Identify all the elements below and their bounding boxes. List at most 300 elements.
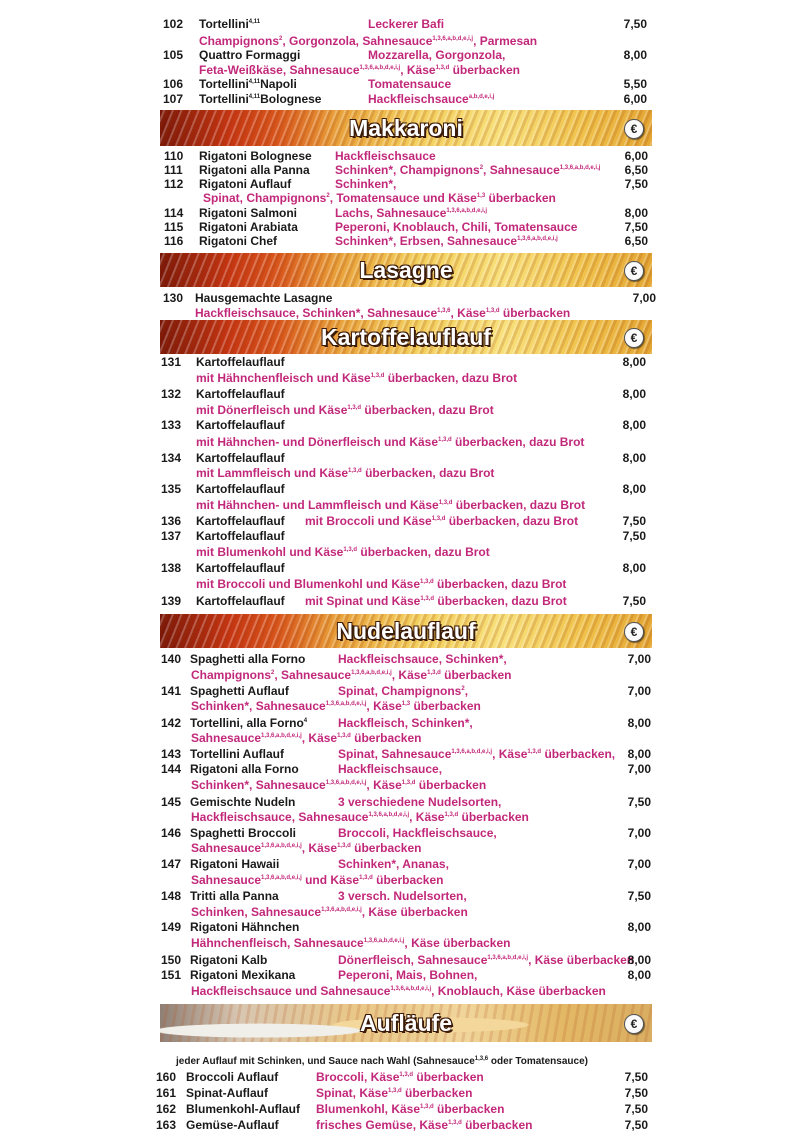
item-description: [195, 306, 570, 321]
item-description: [316, 1102, 504, 1117]
item-description-part: überbacken,: [541, 747, 616, 761]
menu-item-row: [0, 482, 800, 497]
item-description: [368, 77, 451, 92]
item-description-part: Rigatoni Salmoni: [199, 206, 298, 220]
menu-item-row: [0, 514, 800, 529]
item-name: [190, 716, 307, 731]
item-description-part: , Käse: [366, 778, 402, 792]
item-description: [316, 1118, 532, 1133]
item-description-part: , Käse: [301, 731, 338, 745]
item-name: [199, 220, 298, 235]
item-description: [196, 545, 490, 560]
item-name: [186, 1118, 279, 1133]
item-number: 161: [156, 1086, 177, 1100]
item-description-part: überbacken, dazu Brot: [357, 545, 490, 559]
item-description-part: Kartoffelauflauf: [196, 529, 285, 543]
allergen-superscript: 2: [461, 686, 465, 692]
allergen-superscript: 1,3,6,a,b,d,e,i,j: [451, 749, 493, 755]
menu-item-continuation: [0, 34, 800, 49]
section-note: [0, 1054, 800, 1069]
item-number: 114: [164, 206, 184, 220]
menu-item-row: [0, 206, 800, 221]
item-description-part: Kartoffelauflauf: [196, 594, 285, 608]
item-description: [335, 177, 396, 192]
menu-item-row: [0, 92, 800, 107]
item-description: [338, 968, 477, 983]
allergen-superscript: 1,3,d: [438, 437, 452, 443]
item-description-part: Tortellini: [199, 17, 249, 31]
item-description-part: , Gorgonzola, Sahnesauce: [282, 34, 433, 48]
item-number: 140: [161, 652, 182, 666]
item-description: [338, 953, 634, 968]
menu-item-continuation: [0, 841, 800, 856]
item-number: 151: [161, 968, 182, 982]
item-description-part: Gemischte Nudeln: [190, 795, 296, 809]
item-description-part: , Sahnesauce: [274, 668, 352, 682]
item-description: [191, 810, 529, 825]
item-description: [191, 731, 421, 746]
item-description-part: überbacken: [433, 1102, 505, 1116]
menu-item-row: [0, 1118, 800, 1133]
menu-item-continuation: [0, 905, 800, 920]
item-description: [191, 905, 468, 920]
item-description-part: Hackfleischsauce: [335, 149, 436, 163]
allergen-superscript: 1,3,d: [343, 547, 358, 553]
item-price: 7,50: [627, 795, 651, 809]
item-description-part: Rigatoni Mexikana: [190, 968, 296, 982]
item-price: 8,00: [627, 920, 651, 934]
item-description-part: Schinken*, Sahnesauce: [191, 778, 326, 792]
item-description-part: Hähnchenfleisch, Sahnesauce: [191, 936, 364, 950]
item-name: [196, 355, 285, 370]
item-number: 115: [164, 220, 184, 234]
item-description-part: , Käse: [492, 747, 528, 761]
menu-item-row: [0, 684, 800, 699]
allergen-superscript: 2: [479, 165, 484, 171]
item-number: 137: [161, 529, 182, 543]
menu-item-row: [0, 220, 800, 235]
allergen-superscript: 1,3,6,a,b,d,e,i,j: [390, 986, 432, 992]
menu-item-row: [0, 291, 800, 306]
euro-icon: €: [624, 119, 644, 139]
item-price: 8,00: [627, 716, 651, 730]
item-number: 131: [161, 355, 182, 369]
item-description: [191, 778, 486, 793]
item-number: 110: [164, 149, 184, 163]
menu-item-row: [0, 1070, 800, 1085]
item-description-part: Hackfleisch, Schinken*,: [338, 716, 473, 730]
item-description-part: überbacken, dazu Brot: [452, 498, 586, 512]
item-description-part: mit Broccoli und Käse: [305, 514, 432, 528]
allergen-superscript: 2: [271, 670, 275, 676]
menu-item-row: [0, 234, 800, 249]
item-description-part: , Käse: [301, 841, 338, 855]
euro-icon: €: [624, 261, 644, 281]
item-price: 7,50: [624, 1086, 648, 1100]
menu-item-continuation: [0, 466, 800, 481]
item-description-part: Spinat, Sahnesauce: [338, 747, 452, 761]
item-description: [338, 889, 467, 904]
item-description: [191, 873, 443, 888]
allergen-superscript: 2: [279, 36, 283, 42]
item-description-part: Rigatoni Kalb: [190, 953, 268, 967]
item-description-part: Tortellini: [199, 92, 249, 106]
item-description-part: Rigatoni Chef: [199, 234, 277, 248]
item-description-part: überbacken: [415, 778, 487, 792]
item-description-part: Spaghetti Auflauf: [190, 684, 289, 698]
item-description-part: überbacken, dazu Brot: [361, 466, 495, 480]
note-text: [176, 1054, 588, 1069]
item-name: [190, 889, 279, 904]
menu-item-row: [0, 652, 800, 667]
allergen-superscript: 1,3,6: [474, 1056, 489, 1062]
menu-item-row: [0, 529, 800, 544]
item-number: 138: [161, 561, 182, 575]
item-description-part: mit Broccoli und Blumenkohl und Käse: [196, 577, 421, 591]
item-description-part: jeder Auflauf mit Schinken, und Sauce nach Wahl (Sahnesauce: [176, 1056, 475, 1067]
item-description: [196, 371, 517, 386]
item-name: [199, 92, 321, 107]
menu-item-continuation: [0, 435, 800, 450]
item-description-part: Kartoffelauflauf: [196, 561, 285, 575]
item-name: [196, 418, 285, 433]
item-description-part: 3 verschiedene Nudelsorten,: [338, 795, 502, 809]
allergen-superscript: 4,11: [248, 79, 261, 85]
item-description-part: überbacken: [372, 873, 444, 887]
allergen-superscript: 1,3,d: [438, 500, 453, 506]
item-price: 8,00: [622, 451, 646, 465]
item-description-part: Napoli: [260, 77, 297, 91]
item-description: [338, 762, 442, 777]
menu-item-row: [0, 1086, 800, 1101]
allergen-superscript: 4,11: [248, 19, 261, 25]
menu-item-continuation: [0, 731, 800, 746]
item-description-part: Kartoffelauflauf: [196, 418, 285, 432]
item-price: 8,00: [622, 355, 646, 369]
item-description-part: Quattro Formaggi: [199, 48, 301, 62]
item-description-part: Schinken*,: [335, 177, 397, 191]
item-name: [199, 163, 310, 178]
item-price: 8,00: [624, 206, 648, 220]
allergen-superscript: 1,3,d: [399, 1072, 414, 1078]
item-number: 134: [161, 451, 182, 465]
item-description: [191, 984, 606, 999]
item-description-part: Champignons: [199, 34, 279, 48]
item-description-part: Tortellini: [199, 77, 249, 91]
menu-item-row: [0, 355, 800, 370]
allergen-superscript: a,b,d,e,i,j: [468, 94, 495, 100]
item-description: [338, 684, 468, 699]
item-description: [191, 841, 421, 856]
item-description-part: überbacken: [350, 841, 422, 855]
menu-item-row: [0, 1102, 800, 1117]
item-description: [335, 234, 558, 249]
item-description-part: Spaghetti Broccoli: [190, 826, 297, 840]
allergen-superscript: 1,3,6,a,b,d,e,i,j: [559, 165, 601, 171]
item-price: 7,00: [627, 684, 651, 698]
item-name: [190, 747, 284, 762]
allergen-superscript: 1,3,d: [348, 468, 362, 474]
item-price: 7,50: [627, 889, 651, 903]
item-price: 7,50: [624, 1118, 648, 1132]
item-description: [305, 514, 578, 529]
item-description-part: Broccoli, Käse: [316, 1070, 400, 1084]
menu-item-continuation: [0, 191, 800, 206]
item-description: [196, 498, 585, 513]
item-description-part: überbacken: [499, 306, 571, 320]
item-price: 8,00: [622, 561, 646, 575]
item-price: 7,50: [622, 529, 646, 543]
item-number: 148: [161, 889, 182, 903]
allergen-superscript: 1,3,6,a,b,d,e,i,j: [446, 208, 488, 214]
allergen-superscript: 4,11: [248, 94, 261, 100]
allergen-superscript: 1,3,6,a,b,d,e,i,j: [325, 701, 367, 707]
item-description-part: überbacken, dazu Brot: [433, 577, 567, 591]
item-number: 144: [161, 762, 182, 776]
item-description-part: , Käse: [391, 668, 428, 682]
item-description-part: mit Spinat und Käse: [305, 594, 421, 608]
item-description-part: Lachs, Sahnesauce: [335, 206, 447, 220]
item-name: [196, 482, 285, 497]
item-description-part: Dönerfleisch, Sahnesauce: [338, 953, 488, 967]
menu-item-row: [0, 826, 800, 841]
item-description-part: , Sahnesauce: [483, 163, 560, 177]
menu-item-continuation: [0, 778, 800, 793]
item-price: 6,50: [624, 234, 648, 248]
allergen-superscript: 1,3,d: [347, 405, 362, 411]
item-description: [191, 699, 481, 714]
menu-item-row: [0, 920, 800, 935]
item-description-part: Rigatoni Hähnchen: [190, 920, 300, 934]
allergen-superscript: 1,3,6,a,b,d,e,i,j: [368, 812, 410, 818]
item-description-part: Sahnesauce: [191, 873, 262, 887]
item-description-part: Hackfleischsauce und Sahnesauce: [191, 984, 391, 998]
item-description: [196, 577, 566, 592]
item-name: [195, 291, 332, 306]
item-description-part: mit Blumenkohl und Käse: [196, 545, 344, 559]
item-number: 143: [161, 747, 182, 761]
item-description: [316, 1086, 472, 1101]
item-description-part: Rigatoni Auflauf: [199, 177, 292, 191]
item-description: [316, 1070, 484, 1085]
item-price: 8,00: [622, 482, 646, 496]
item-description-part: Sahnesauce: [191, 841, 262, 855]
allergen-superscript: 1,3,d: [435, 65, 450, 71]
item-name: [199, 48, 300, 63]
item-description-part: überbacken: [461, 1118, 533, 1132]
item-number: 147: [161, 857, 182, 871]
item-price: 5,50: [623, 77, 647, 91]
item-description-part: Hackfleischsauce, Schinken*,: [338, 652, 507, 666]
item-name: [199, 149, 312, 164]
item-name: [190, 652, 305, 667]
menu-item-row: [0, 149, 800, 164]
item-number: 162: [156, 1102, 177, 1116]
item-number: 105: [163, 48, 184, 62]
menu-item-continuation: [0, 545, 800, 560]
item-description-part: Hackfleischsauce,: [338, 762, 443, 776]
item-price: 7,50: [623, 17, 647, 31]
menu-item-row: [0, 418, 800, 433]
item-description-part: Rigatoni Arabiata: [199, 220, 298, 234]
item-number: 133: [161, 418, 182, 432]
menu-item-row: [0, 795, 800, 810]
item-name: [190, 762, 299, 777]
item-price: 6,00: [623, 92, 647, 106]
item-number: 149: [161, 920, 182, 934]
item-description-part: überbacken, dazu Brot: [384, 371, 518, 385]
section-title: Aufläufe: [360, 1010, 452, 1036]
item-price: 8,00: [627, 953, 651, 967]
item-number: 130: [163, 291, 184, 305]
allergen-superscript: 1,3,d: [337, 733, 351, 739]
allergen-superscript: 1,3,6,a,b,d,e,i,j: [359, 65, 401, 71]
item-name: [186, 1102, 300, 1117]
item-description-part: Gemüse-Auflauf: [186, 1118, 279, 1132]
item-description-part: Spinat, Champignons: [203, 191, 327, 205]
menu-item-row: [0, 48, 800, 63]
item-price: 6,50: [624, 163, 648, 177]
item-description-part: , Käse: [366, 699, 402, 713]
section-title: Kartoffelauflauf: [321, 324, 491, 350]
item-description-part: oder Tomatensauce): [488, 1056, 588, 1067]
item-description-part: mit Lammfleisch und Käse: [196, 466, 349, 480]
item-description-part: , Käse überbacken: [361, 905, 468, 919]
item-number: 111: [164, 163, 183, 177]
menu-item-row: [0, 17, 800, 32]
item-name: [199, 177, 291, 192]
item-description-part: Spinat, Champignons: [338, 684, 462, 698]
menu-item-row: [0, 163, 800, 178]
allergen-superscript: 1,3,d: [420, 1104, 434, 1110]
menu-item-row: [0, 561, 800, 576]
allergen-superscript: 4: [303, 718, 308, 724]
item-description-part: mit Hähnchen- und Lammfleisch und Käse: [196, 498, 439, 512]
item-description-part: Spinat-Auflauf: [186, 1086, 268, 1100]
menu-item-row: [0, 451, 800, 466]
menu-item-row: [0, 857, 800, 872]
item-description: [305, 594, 567, 609]
item-description: [335, 163, 600, 178]
menu-item-continuation: [0, 668, 800, 683]
allergen-superscript: 1,3,d: [527, 749, 542, 755]
allergen-superscript: 2: [326, 193, 330, 199]
menu-item-continuation: [0, 810, 800, 825]
item-description: [335, 206, 487, 221]
section-title: Lasagne: [359, 257, 453, 283]
euro-icon: €: [624, 622, 644, 642]
allergen-superscript: 1,3,d: [359, 875, 373, 881]
menu-item-row: [0, 953, 800, 968]
item-price: 7,50: [624, 220, 648, 234]
allergen-superscript: 1,3,6,a,b,d,e,i,j: [351, 670, 392, 676]
item-name: [199, 77, 297, 92]
menu-item-row: [0, 387, 800, 402]
item-number: 106: [163, 77, 184, 91]
item-description-part: überbacken: [440, 668, 512, 682]
menu-item-continuation: [0, 371, 800, 386]
item-description: [338, 716, 473, 731]
item-description: [338, 747, 615, 762]
section-banner: [160, 1004, 652, 1042]
item-name: [190, 953, 267, 968]
allergen-superscript: 1,3,d: [420, 579, 434, 585]
section-title: Nudelauflauf: [336, 618, 476, 644]
item-number: 142: [161, 716, 182, 730]
item-description-part: überbacken: [449, 63, 520, 77]
menu-item-continuation: [0, 984, 800, 999]
item-description-part: Schinken*, Ananas,: [338, 857, 449, 871]
item-price: 8,00: [627, 747, 651, 761]
item-description: [196, 466, 494, 481]
item-price: 7,00: [632, 291, 656, 305]
item-number: 150: [161, 953, 182, 967]
allergen-superscript: 1,3,6,a,b,d,e,i,j: [432, 36, 474, 42]
allergen-superscript: 1,3,d: [448, 1120, 462, 1126]
item-number: 141: [161, 684, 182, 698]
menu-item-row: [0, 762, 800, 777]
item-description: [335, 220, 577, 235]
menu-item-continuation: [0, 699, 800, 714]
item-name: [196, 594, 285, 609]
item-description-part: Broccoli Auflauf: [186, 1070, 279, 1084]
item-name: [196, 529, 285, 544]
item-description-part: , Knoblauch, Käse überbacken: [431, 984, 606, 998]
item-number: 107: [163, 92, 184, 106]
menu-item-row: [0, 889, 800, 904]
item-price: 6,00: [624, 149, 648, 163]
item-description-part: überbacken, dazu Brot: [445, 514, 579, 528]
item-number: 145: [161, 795, 182, 809]
item-description-part: überbacken: [350, 731, 422, 745]
item-description-part: und Käse: [301, 873, 360, 887]
item-name: [186, 1086, 268, 1101]
item-description-part: Tortellini Auflauf: [190, 747, 284, 761]
item-description-part: Rigatoni alla Forno: [190, 762, 299, 776]
item-description-part: Rigatoni Bolognese: [199, 149, 312, 163]
allergen-superscript: 1,3,6,a,b,d,e,i,j: [325, 780, 367, 786]
item-description-part: mit Hähnchen- und Dönerfleisch und Käse: [196, 435, 439, 449]
item-description-part: Schinken*, Erbsen, Sahnesauce: [335, 234, 518, 248]
item-description-part: Blumenkohl, Käse: [316, 1102, 421, 1116]
item-description-part: Peperoni, Mais, Bohnen,: [338, 968, 478, 982]
item-name: [190, 920, 299, 935]
item-description-part: , Tomatensauce und Käse: [329, 191, 477, 205]
item-description: [338, 795, 501, 810]
item-description-part: Rigatoni Hawaii: [190, 857, 280, 871]
item-name: [190, 968, 295, 983]
item-price: 8,00: [622, 387, 646, 401]
item-number: 132: [161, 387, 182, 401]
item-name: [196, 561, 285, 576]
allergen-superscript: 1,3,d: [401, 780, 416, 786]
allergen-superscript: 1,3: [401, 701, 411, 707]
item-description-part: , Käse: [450, 306, 486, 320]
allergen-superscript: 1,3,d: [427, 670, 441, 676]
section-banner: [160, 320, 652, 354]
item-description-part: Schinken*, Sahnesauce: [191, 699, 326, 713]
item-description-part: Rigatoni alla Panna: [199, 163, 310, 177]
euro-icon: €: [624, 1014, 644, 1034]
item-description: [368, 92, 494, 107]
allergen-superscript: 1,3,6,a,b,d,e,i,j: [261, 733, 302, 739]
allergen-superscript: 1,3,6,a,b,d,e,i,j: [363, 938, 405, 944]
item-description: [199, 34, 537, 49]
item-description-part: überbacken: [458, 810, 529, 824]
item-name: [199, 206, 297, 221]
item-name: [190, 795, 295, 810]
item-description-part: Mozzarella, Gorgonzola,: [368, 48, 506, 62]
